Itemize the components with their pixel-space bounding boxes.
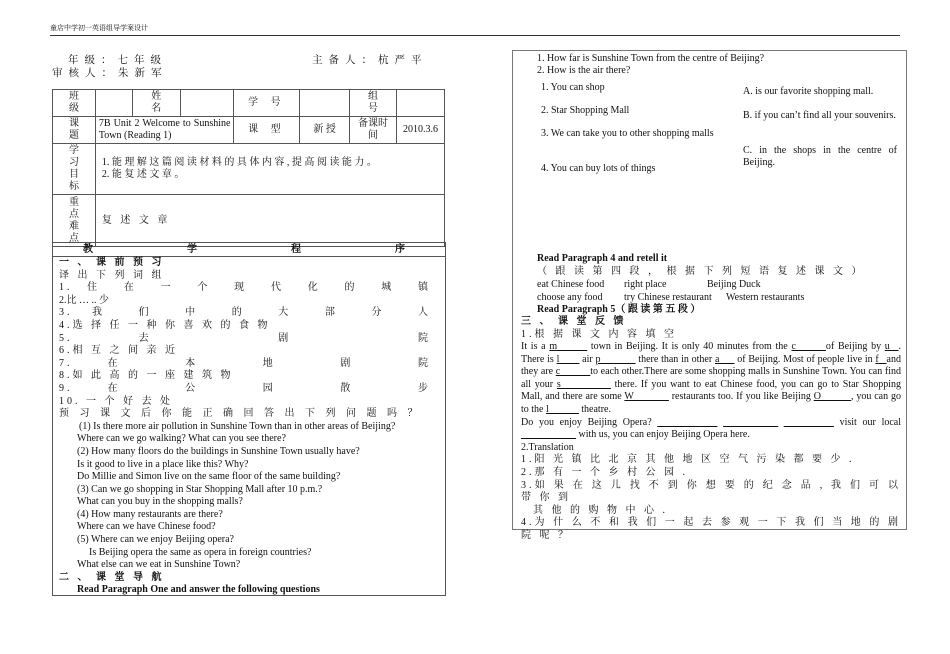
- phrase-item: 5. 去 剧 院: [59, 332, 431, 344]
- match-right-item: C. in the shops in the centre of Beijing.: [743, 145, 897, 168]
- key-label: 重 点 难 点: [53, 195, 96, 247]
- blank-field[interactable]: u: [884, 341, 890, 352]
- blank-field[interactable]: l______: [546, 403, 579, 415]
- fill-text-segment: restaurants too. If you like Beijing: [668, 391, 814, 403]
- process-header-1: 教: [83, 244, 93, 255]
- question-line: Do Millie and Simon live on the same floor of the same building?: [77, 471, 341, 483]
- question-line: (1) Is there more air pollution in Sunshine Town than in other areas of Beijing?: [79, 420, 396, 432]
- grade: 年级：七年级: [68, 55, 167, 66]
- fill-in-paragraph: [521, 341, 901, 543]
- question-line: What can you buy in the shopping malls?: [77, 496, 243, 508]
- blank-field[interactable]: W_______: [624, 391, 669, 403]
- group-label: 组 号: [350, 90, 397, 117]
- fill-text-segment: there than in other: [635, 353, 715, 365]
- fill-text-segment: and they are: [521, 353, 901, 378]
- number-field[interactable]: [300, 90, 350, 117]
- question-line: Is it good to live in a place like this? Why?: [77, 458, 249, 470]
- blank-field[interactable]: ____________: [657, 416, 718, 428]
- question-line: Is Beijing opera the same as opera in foreign countries?: [89, 546, 312, 558]
- question-line: (5) Where can we enjoy Beijing opera?: [77, 534, 234, 546]
- match-left-item: 2. Star Shopping Mall: [541, 105, 630, 116]
- phrase: choose any food: [537, 292, 603, 303]
- blank-field[interactable]: __________: [783, 416, 834, 428]
- blank-field[interactable]: c______: [791, 341, 826, 352]
- match-left-item: 4. You can buy lots of things: [541, 163, 656, 174]
- match-left-item: 1. You can shop: [541, 82, 605, 93]
- fill-text-segment: Do you enjoy Beijing Opera?: [521, 416, 658, 428]
- match-left-item: 3. We can take you to other shopping malls: [541, 128, 714, 139]
- fill-text: [521, 341, 901, 417]
- type-label: 课 型: [234, 117, 300, 144]
- question-line: Where can we go walking? What can you see there?: [77, 433, 286, 445]
- paragraph-5-title: Read Paragraph 5（ 跟 读 第 五 段 ）: [537, 304, 701, 315]
- preparer: 主备人：杭严平: [312, 55, 428, 66]
- match-right-item: A. is our favorite shopping mall.: [743, 86, 874, 97]
- name-label: 姓 名: [132, 90, 180, 117]
- phrase-row-2: [537, 292, 804, 304]
- fill-text-2: [521, 417, 901, 442]
- translation-item: 2.那 有 一 个 乡 村 公 园 .: [521, 466, 688, 478]
- type: 新 授: [300, 117, 350, 144]
- section-1-sub: 译 出 下 列 词 组: [59, 269, 165, 281]
- page-header: 童店中学初一英语组导学案设计: [50, 23, 900, 36]
- blank-field[interactable]: c______: [555, 366, 591, 378]
- blank-field[interactable]: a___: [715, 353, 735, 365]
- right-panel: [512, 50, 907, 541]
- process-header-2: 学: [187, 244, 197, 255]
- info-table: [52, 89, 445, 247]
- phrase-item: 9. 在 公 园 散 步: [59, 382, 431, 394]
- question-line: (4) How many restaurants are there?: [77, 508, 223, 520]
- para1-question-2: 2. How is the air there?: [537, 65, 631, 76]
- topic: 7B Unit 2 Welcome to Sunshine Town (Reading 1): [95, 117, 234, 144]
- match-right-item: B. if you can’t find all your souvenirs.: [743, 110, 896, 121]
- blank-field[interactable]: m______: [549, 341, 588, 352]
- name-field[interactable]: [180, 90, 234, 117]
- fill-text-segment: , you can go to the: [521, 391, 901, 415]
- fill-text-segment: visit our local: [833, 416, 902, 428]
- fill-text-segment: with us, you can enjoy Beijing Opera here.: [576, 429, 750, 441]
- phrase-item: 6.相 互 之 间 亲 近: [59, 345, 178, 357]
- class-field[interactable]: [95, 90, 132, 117]
- fill-text-segment: . There is: [521, 341, 901, 365]
- question-line: (3) Can we go shopping in Star Shopping Mall after 10 p.m.?: [77, 483, 323, 495]
- goal-2: 2. 能 复 述 文 章 。: [101, 169, 185, 180]
- reviewer: 审核人：朱新军: [52, 68, 168, 79]
- process-header-3: 程: [291, 244, 301, 255]
- fill-text-segment: of Beijing. Most of people live in: [734, 353, 876, 365]
- topic-label: 课 题: [53, 117, 96, 144]
- translation-title: 2.Translation: [521, 441, 574, 453]
- process-header: [53, 243, 445, 257]
- section-3-title: 三 、 课 堂 反 馈: [521, 316, 627, 327]
- para1-question-1: 1. How far is Sunshine Town from the centre of Beijing?: [537, 53, 765, 64]
- fill-text-segment: to each other.There are some shopping malls in Sunshine Town. You can find all your: [521, 366, 901, 390]
- blank-field[interactable]: _: [889, 341, 899, 352]
- phrase: Western restaurants: [726, 292, 805, 303]
- phrase-item: 4.选 择 任 一 种 你 喜 欢 的 食 物: [59, 319, 271, 331]
- goals-label: 学 习 目 标: [53, 144, 96, 195]
- blank-field[interactable]: _: [878, 353, 887, 365]
- paragraph-4-sub: （ 跟 读 第 四 段 ， 根 据 下 列 短 语 复 述 课 文 ）: [537, 266, 865, 277]
- fill-text-segment: town in Beijing. It is only 40 minutes from the: [587, 341, 792, 352]
- fill-text-segment: of Beijing by: [825, 341, 885, 352]
- phrase-item: 7. 在 本 地 剧 院: [59, 357, 431, 369]
- fill-text-segment: theatre.: [578, 403, 611, 415]
- key-points: 复 述 文 章: [95, 195, 444, 247]
- phrase: Beijing Duck: [707, 279, 761, 290]
- phrase: try Chinese restaurant: [624, 292, 712, 303]
- blank-field[interactable]: O______: [813, 391, 851, 403]
- section-2-title: 二 、 课 堂 导 航: [59, 571, 165, 583]
- date: 2010.3.6: [396, 117, 444, 144]
- phrase-item: 1. 住 在 一 个 现 代 化 的 城 镇: [59, 282, 431, 294]
- fill-text-segment: there. If you want to eat Chinese food, you can go to Star Shopping Mall, and there are some: [521, 378, 901, 403]
- blank-field[interactable]: ___________: [521, 429, 576, 441]
- phrase-row-1: [537, 279, 761, 291]
- process-section: [52, 242, 446, 596]
- date-label: 备课时间: [350, 117, 397, 144]
- blank-field[interactable]: p_______: [595, 353, 636, 365]
- fill-title: 1.根 据 课 文 内 容 填 空: [521, 329, 677, 340]
- blank-field[interactable]: s__________: [556, 378, 611, 390]
- process-header-4: 序: [395, 244, 405, 255]
- blank-field[interactable]: l____: [556, 353, 580, 365]
- question-line: Where can we have Chinese food?: [77, 521, 216, 533]
- translation-item: 1.阳 光 镇 比 北 京 其 他 地 区 空 气 污 染 都 要 少 .: [521, 454, 855, 466]
- question-line: (2) How many floors do the buildings in Sunshine Town usually have?: [77, 445, 360, 457]
- blank-field[interactable]: f: [875, 353, 879, 365]
- fill-text-segment: air: [579, 353, 596, 365]
- question-line: What else can we eat in Sunshine Town?: [77, 559, 241, 571]
- translation-item: 其 他 的 购 物 中 心 .: [533, 504, 668, 516]
- phrase-item: 10. 一 个 好 去 处: [59, 395, 173, 407]
- translation-item: 4.为 什 么 不 和 我 们 一 起 去 参 观 一 下 我 们 当 地 的 剧 院 呢 ？: [521, 517, 901, 541]
- class-label: 班 级: [53, 90, 96, 117]
- phrase: eat Chinese food: [537, 279, 605, 290]
- number-label: 学 号: [234, 90, 300, 117]
- phrase-item: 8.如 此 高 的 一 座 建 筑 物: [59, 370, 234, 382]
- paragraph-4-title: Read Paragraph 4 and retell it: [537, 253, 668, 264]
- questions-intro: 预 习 课 文 后 你 能 正 确 回 答 出 下 列 问 题 吗 ？: [59, 408, 422, 420]
- fill-text-segment: It is a: [521, 341, 550, 352]
- phrase-item: 2.比 … .. 少: [59, 294, 109, 306]
- translation-item: 3.如 果 在 这 儿 找 不 到 你 想 要 的 纪 念 品 , 我 们 可 以 带 你 到: [521, 479, 901, 504]
- group-field[interactable]: [396, 90, 444, 117]
- blank-field[interactable]: ___________: [723, 416, 779, 428]
- section-1-title: 一 、 课 前 预 习: [59, 257, 165, 268]
- phrase-item: 3. 我 们 中 的 大 部 分 人: [59, 307, 431, 319]
- section-2-sub: Read Paragraph One and answer the following questions: [77, 584, 320, 596]
- phrase: right place: [624, 279, 667, 290]
- goal-1: 1. 能 理 解 这 篇 阅 读 材 料 的 具 体 内 容 , 提 高 阅 读 能 力 。: [101, 157, 377, 168]
